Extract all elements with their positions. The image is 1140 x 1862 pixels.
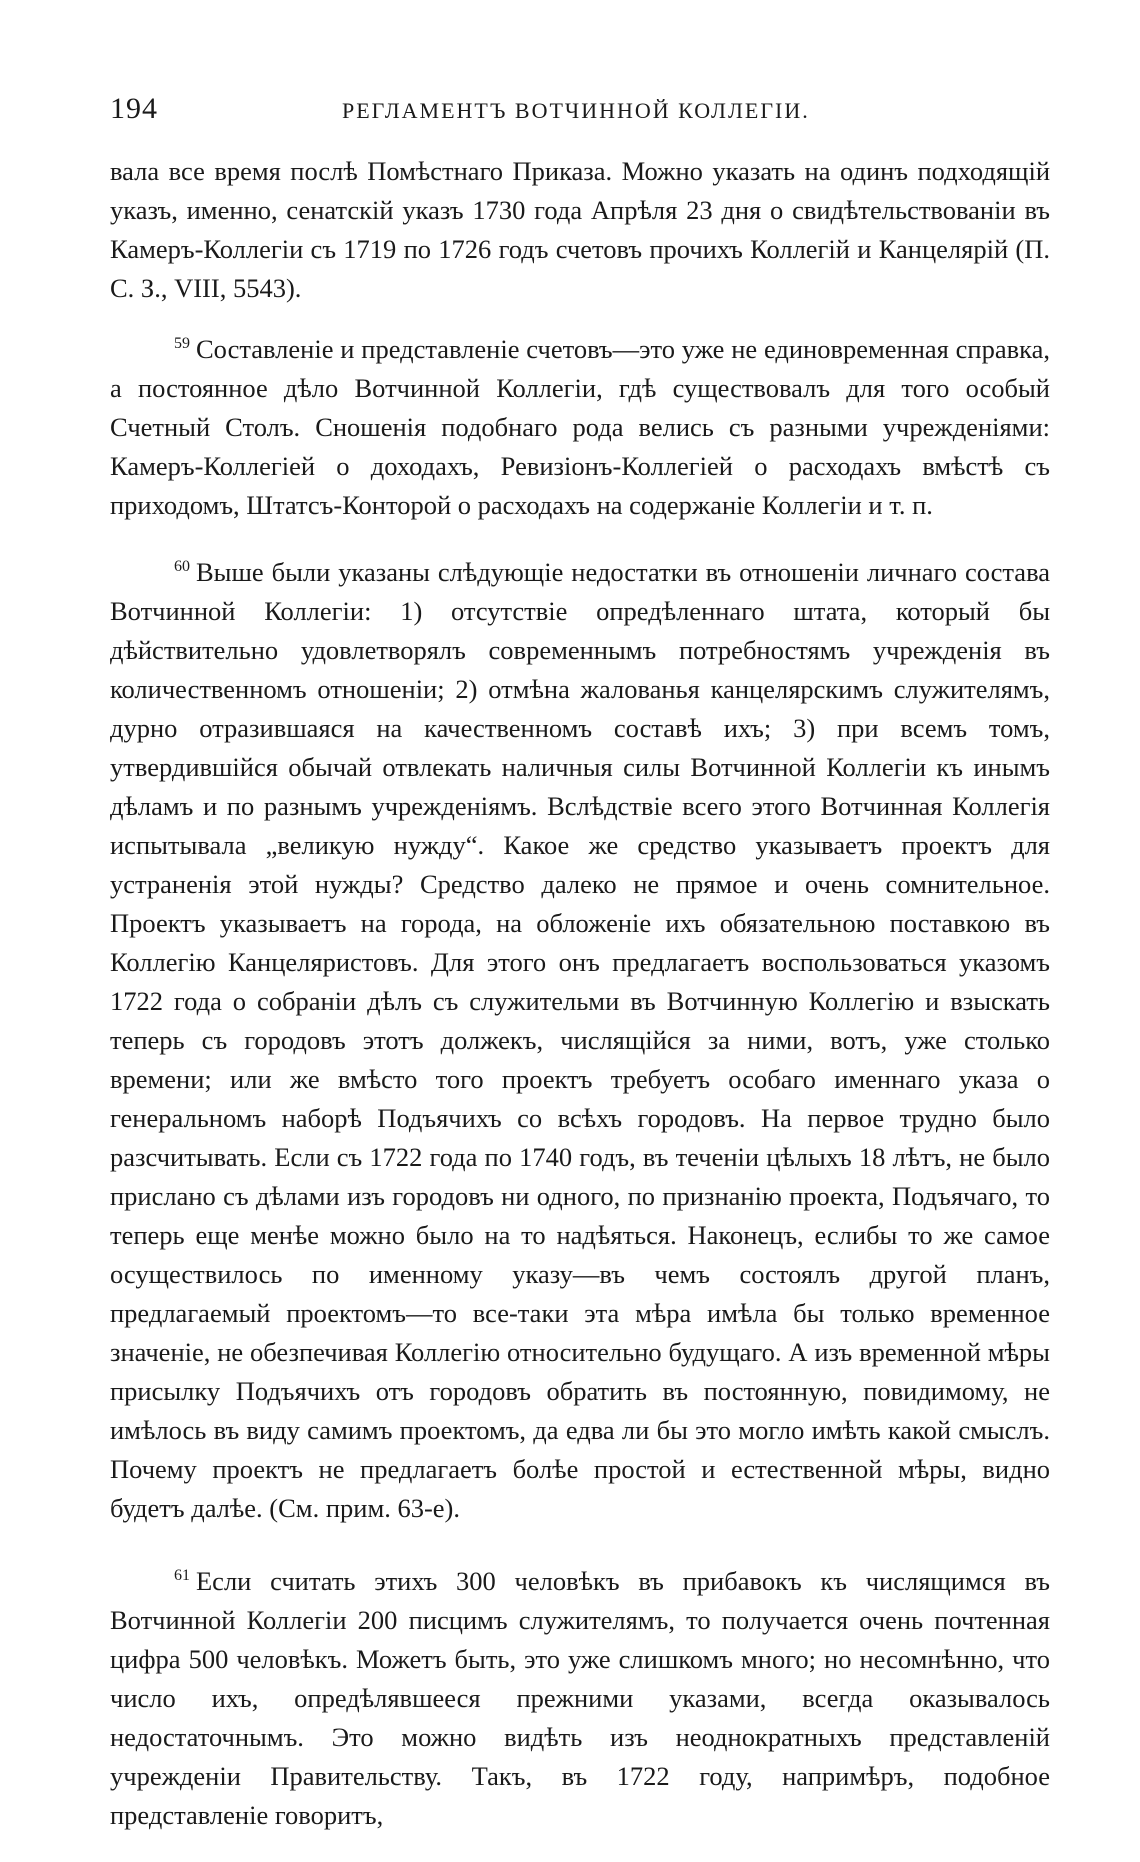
footnote-text: Выше были указаны слѣдующіе недостатки въ отношеніи личнаго состава Вотчинной Коллегіи: 1) отсутствіе опредѣленнаго штата, который бы дѣйствительно удовлетворялъ современнымъ потребностямъ учрежденія въ количественномъ отношеніи; 2) отмѣна жалованья канцелярскимъ служителямъ, дурно отразившаяся на качественномъ составѣ ихъ; 3) при всемъ томъ, утвердившійся обычай отвлекать наличныя силы Вотчинной Коллегіи къ инымъ дѣламъ и по разнымъ учрежденіямъ. Вслѣдствіе всего этого Вотчинная Коллегія испытывала „великую нужду“. Какое же средство указываетъ проектъ для устраненія этой нужды? Средство далеко не прямое и очень сомнительное. Проектъ указываетъ на города, на обложеніе ихъ обязательною поставкою въ Коллегію Канцеляристовъ. Для этого онъ предлагаетъ воспользоваться указомъ 1722 года о собраніи дѣлъ съ служительми въ Вотчинную Коллегію и взыскать теперь съ городовъ этотъ должекъ, числящійся за ними, вотъ, уже столько времени; или же вмѣсто того проектъ требуетъ особаго именнаго указа о генеральномъ наборѣ Подъячихъ со всѣхъ городовъ. На первое трудно было разсчитывать. Если съ 1722 года по 1740 годъ, въ теченіи цѣлыхъ 18 лѣтъ, не было прислано съ дѣлами изъ городовъ ни одного, по признанію проекта, Подъячаго, то теперь еще менѣе можно было на то надѣяться. Наконецъ, еслибы то же самое осуществилось по именному указу—въ чемъ состоялъ другой планъ, предлагаемый проектомъ—то все-таки эта мѣра имѣла бы только временное значеніе, не обезпечивая Коллегію относительно будущаго. А изъ временной мѣры присылку Подъячихъ отъ городовъ обратить въ постоянную, повидимому, не имѣлось въ виду самимъ проектомъ, да едва ли бы это могло имѣть какой смыслъ. Почему проектъ не предлагаетъ болѣе простой и естественной мѣры, видно будетъ далѣе. (См. прим. 63-е). <box>110 557 1050 1523</box>
paragraph-continuation <box>110 152 1050 308</box>
footnote-61 <box>110 1562 1050 1835</box>
book-page <box>110 92 1050 1835</box>
page-number: 194 <box>110 92 158 125</box>
footnote-marker: 60 <box>174 558 190 576</box>
footnote-text: Составленіе и представленіе счетовъ—это уже не единовременная справка, а постоянное дѣло Вотчинной Коллегіи, гдѣ существовалъ для того особый Счетный Столъ. Сношенія подобнаго рода велись съ разными учрежденіями: Камеръ-Коллегіей о доходахъ, Ревизіонъ-Коллегіей о расходахъ вмѣстѣ съ приходомъ, Штатсъ-Конторой о расходахъ на содержаніе Коллегіи и т. п. <box>110 334 1050 520</box>
running-title: РЕГЛАМЕНТЪ ВОТЧИННОЙ КОЛЛЕГІИ. <box>342 98 810 123</box>
footnote-60 <box>110 553 1050 1528</box>
footnote-59 <box>110 330 1050 525</box>
footnote-text: Если считать этихъ 300 человѣкъ въ прибавокъ къ числящимся въ Вотчинной Коллегіи 200 писцимъ служителямъ, то получается очень почтенная цифра 500 человѣкъ. Можетъ быть, это уже слишкомъ много; но несомнѣнно, что число ихъ, опредѣлявшееся прежними указами, всегда оказывалось недостаточнымъ. Это можно видѣть изъ неоднократныхъ представленій учрежденіи Правительству. Такъ, въ 1722 году, напримѣръ, подобное представленіе говоритъ, <box>110 1566 1050 1830</box>
page-header <box>110 92 1050 132</box>
footnote-marker: 61 <box>174 1567 190 1585</box>
footnote-marker: 59 <box>174 335 190 353</box>
paragraph-text: вала все время послѣ Помѣстнаго Приказа. Можно указать на одинъ подходящій указъ, именно, сенатскій указъ 1730 года Апрѣля 23 дня о свидѣтельствованіи въ Камеръ-Коллегіи съ 1719 по 1726 годъ счетовъ прочихъ Коллегій и Канцелярій (П. С. З., VIII, 5543). <box>110 156 1050 303</box>
